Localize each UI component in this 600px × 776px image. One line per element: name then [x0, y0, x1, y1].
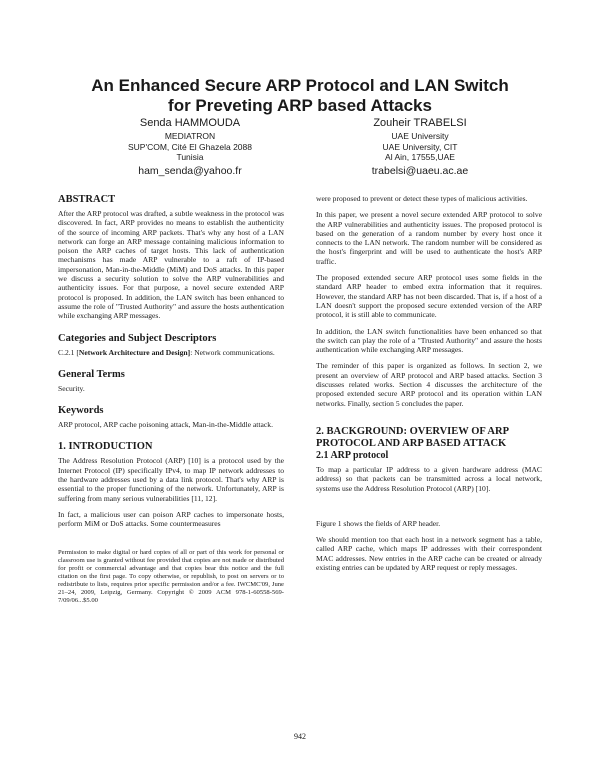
- abstract-text: After the ARP protocol was drafted, a subtle weakness in the protocol was discovered. In fact, ARP provides no means to establish the authenticity of the source of incoming ARP packets. That's why any host of a LAN network can forge an ARP message containing malicious information to poison the ARP caches of target hosts. This lack of authentication mechanisms has made ARP vulnerable to a raft of IP-based impersonation, Man-in-the-Middle (MiM) and DoS attacks. In this paper we discuss a security solution to solve the ARP vulnerabilities and authenticity issues. For that purpose, a novel secure extended ARP protocol is proposed. In addition, the LAN switch has been enhanced to assume the role of "Trusted Authority" and assure the hosts authentication while exchanging ARP messages.: [58, 209, 284, 321]
- left-column: [58, 194, 284, 605]
- section-2-1-heading: 2.1 ARP protocol: [316, 449, 389, 461]
- categories-heading: Categories and Subject Descriptors: [58, 332, 217, 344]
- right-paragraph-4: In addition, the LAN switch functionalities have been enhanced so that the switch can play the role of a "Trusted Authority" and assure the hosts authentication while exchanging ARP messages.: [316, 326, 542, 355]
- author-affiliation: Tunisia: [176, 152, 204, 162]
- section-2-heading-line-2: PROTOCOL AND ARP BASED ATTACK: [316, 437, 507, 449]
- paper-title-line-1: An Enhanced Secure ARP Protocol and LAN Switch: [91, 76, 509, 95]
- author-name: Senda HAMMOUDA: [139, 117, 241, 129]
- right-paragraph-2: In this paper, we present a novel secure extended ARP protocol to solve the ARP vulnerabilities and authenticity issues. The proposed protocol is based on the generation of a random number by every host once it connects to the LAN network. The random number will be considered as the host's fingerprint and will be used to authenticate the host's ARP traffic.: [316, 210, 542, 266]
- general-terms-text: Security.: [58, 383, 85, 393]
- permission-notice: Permission to make digital or hard copies of all or part of this work for personal or classroom use is granted without fee provided that copies are not made or distributed for profit or commercial advantage and that copies bear this notice and the full citation on the first page. To copy otherwise, or republish, to post on servers or to redistribute to lists, requires prior specific permission and/or a fee. IWCMC'09, June 21–24, 2009, Leipzig, Germany. Copyright © 2009 ACM 978-1-60558-569-7/09/06...$5.00: [58, 548, 284, 605]
- right-column: [316, 194, 542, 572]
- author-affiliation: UAE University: [391, 131, 449, 141]
- paper-title-line-2: for Preveting ARP based Attacks: [168, 96, 432, 115]
- categories-code: C.2.1 [: [58, 347, 79, 357]
- figure-1-reference: Figure 1 shows the fields of ARP header.: [316, 518, 441, 528]
- author-email: ham_senda@yahoo.fr: [138, 164, 242, 177]
- section-2-1-paragraph-2: We should mention too that each host in a network segment has a table, called ARP cache, which maps IP addresses with their correspondent MAC addresses. New entries in the ARP cache can be created or already existing entries can be updated by ARP request or reply messages.: [316, 535, 542, 573]
- intro-paragraph-2: In fact, a malicious user can poison ARP caches to impersonate hosts, perform MiM or DoS attacks. Some countermeasures: [58, 509, 284, 529]
- section-2-heading-line-1: 2. BACKGROUND: OVERVIEW OF ARP: [316, 425, 510, 437]
- author-email: trabelsi@uaeu.ac.ae: [371, 164, 469, 177]
- abstract-heading: ABSTRACT: [58, 194, 116, 205]
- author-affiliation: Al Ain, 17555,UAE: [385, 152, 455, 162]
- author-affiliation: UAE University, CIT: [382, 141, 458, 152]
- categories-bold: Network Architecture and Design]: [78, 347, 191, 357]
- general-terms-heading: General Terms: [58, 368, 125, 380]
- right-paragraph-5: The reminder of this paper is organized as follows. In section 2, we present an overview of ARP protocol and ARP based attacks. Section 3 discusses related works. Section 4 discusses the architecture of the proposed extended secure ARP protocol and its operation within LAN networks. Finally, section 5 concludes the paper.: [316, 361, 542, 408]
- author-affiliation: SUP'COM, Cité El Ghazela 2088: [128, 141, 252, 152]
- author-block-2: [330, 117, 510, 178]
- author-name: Zouheir TRABELSI: [373, 117, 467, 129]
- categories-text: [58, 348, 284, 357]
- keywords-heading: Keywords: [58, 405, 104, 417]
- section-2-1-paragraph-1: To map a particular IP address to a given hardware address (MAC address) so that packets can be transmitted across a local network, systems use the Address Resolution Protocol (ARP) [10].: [316, 464, 542, 493]
- keywords-text: ARP protocol, ARP cache poisoning attack, Man-in-the-Middle attack.: [58, 420, 273, 430]
- intro-paragraph-1: The Address Resolution Protocol (ARP) [10] is a protocol used by the Internet Protocol (IP) specifically IPv4, to map IP network addresses to the hardware addresses used by a data link protocol. That's why ARP is essential to the proper functioning of the network. Unfortunately, ARP is suffering from many serious vulnerabilities [11, 12].: [58, 456, 284, 503]
- introduction-heading: 1. INTRODUCTION: [58, 441, 153, 453]
- right-paragraph-3: The proposed extended secure ARP protocol uses some fields in the standard ARP header to embed extra information that it requires. However, the standard ARP has not been discarded. That is, if a host of a LAN doesn't support the proposed secure extended version of the ARP protocol, it is still able to communicate.: [316, 273, 542, 320]
- author-affiliation: MEDIATRON: [164, 131, 216, 141]
- right-paragraph-1: were proposed to prevent or detect these types of malicious activities.: [316, 194, 528, 203]
- categories-rest: : Network communications.: [190, 347, 275, 357]
- page-number: 942: [294, 732, 306, 741]
- author-block-1: [100, 117, 280, 178]
